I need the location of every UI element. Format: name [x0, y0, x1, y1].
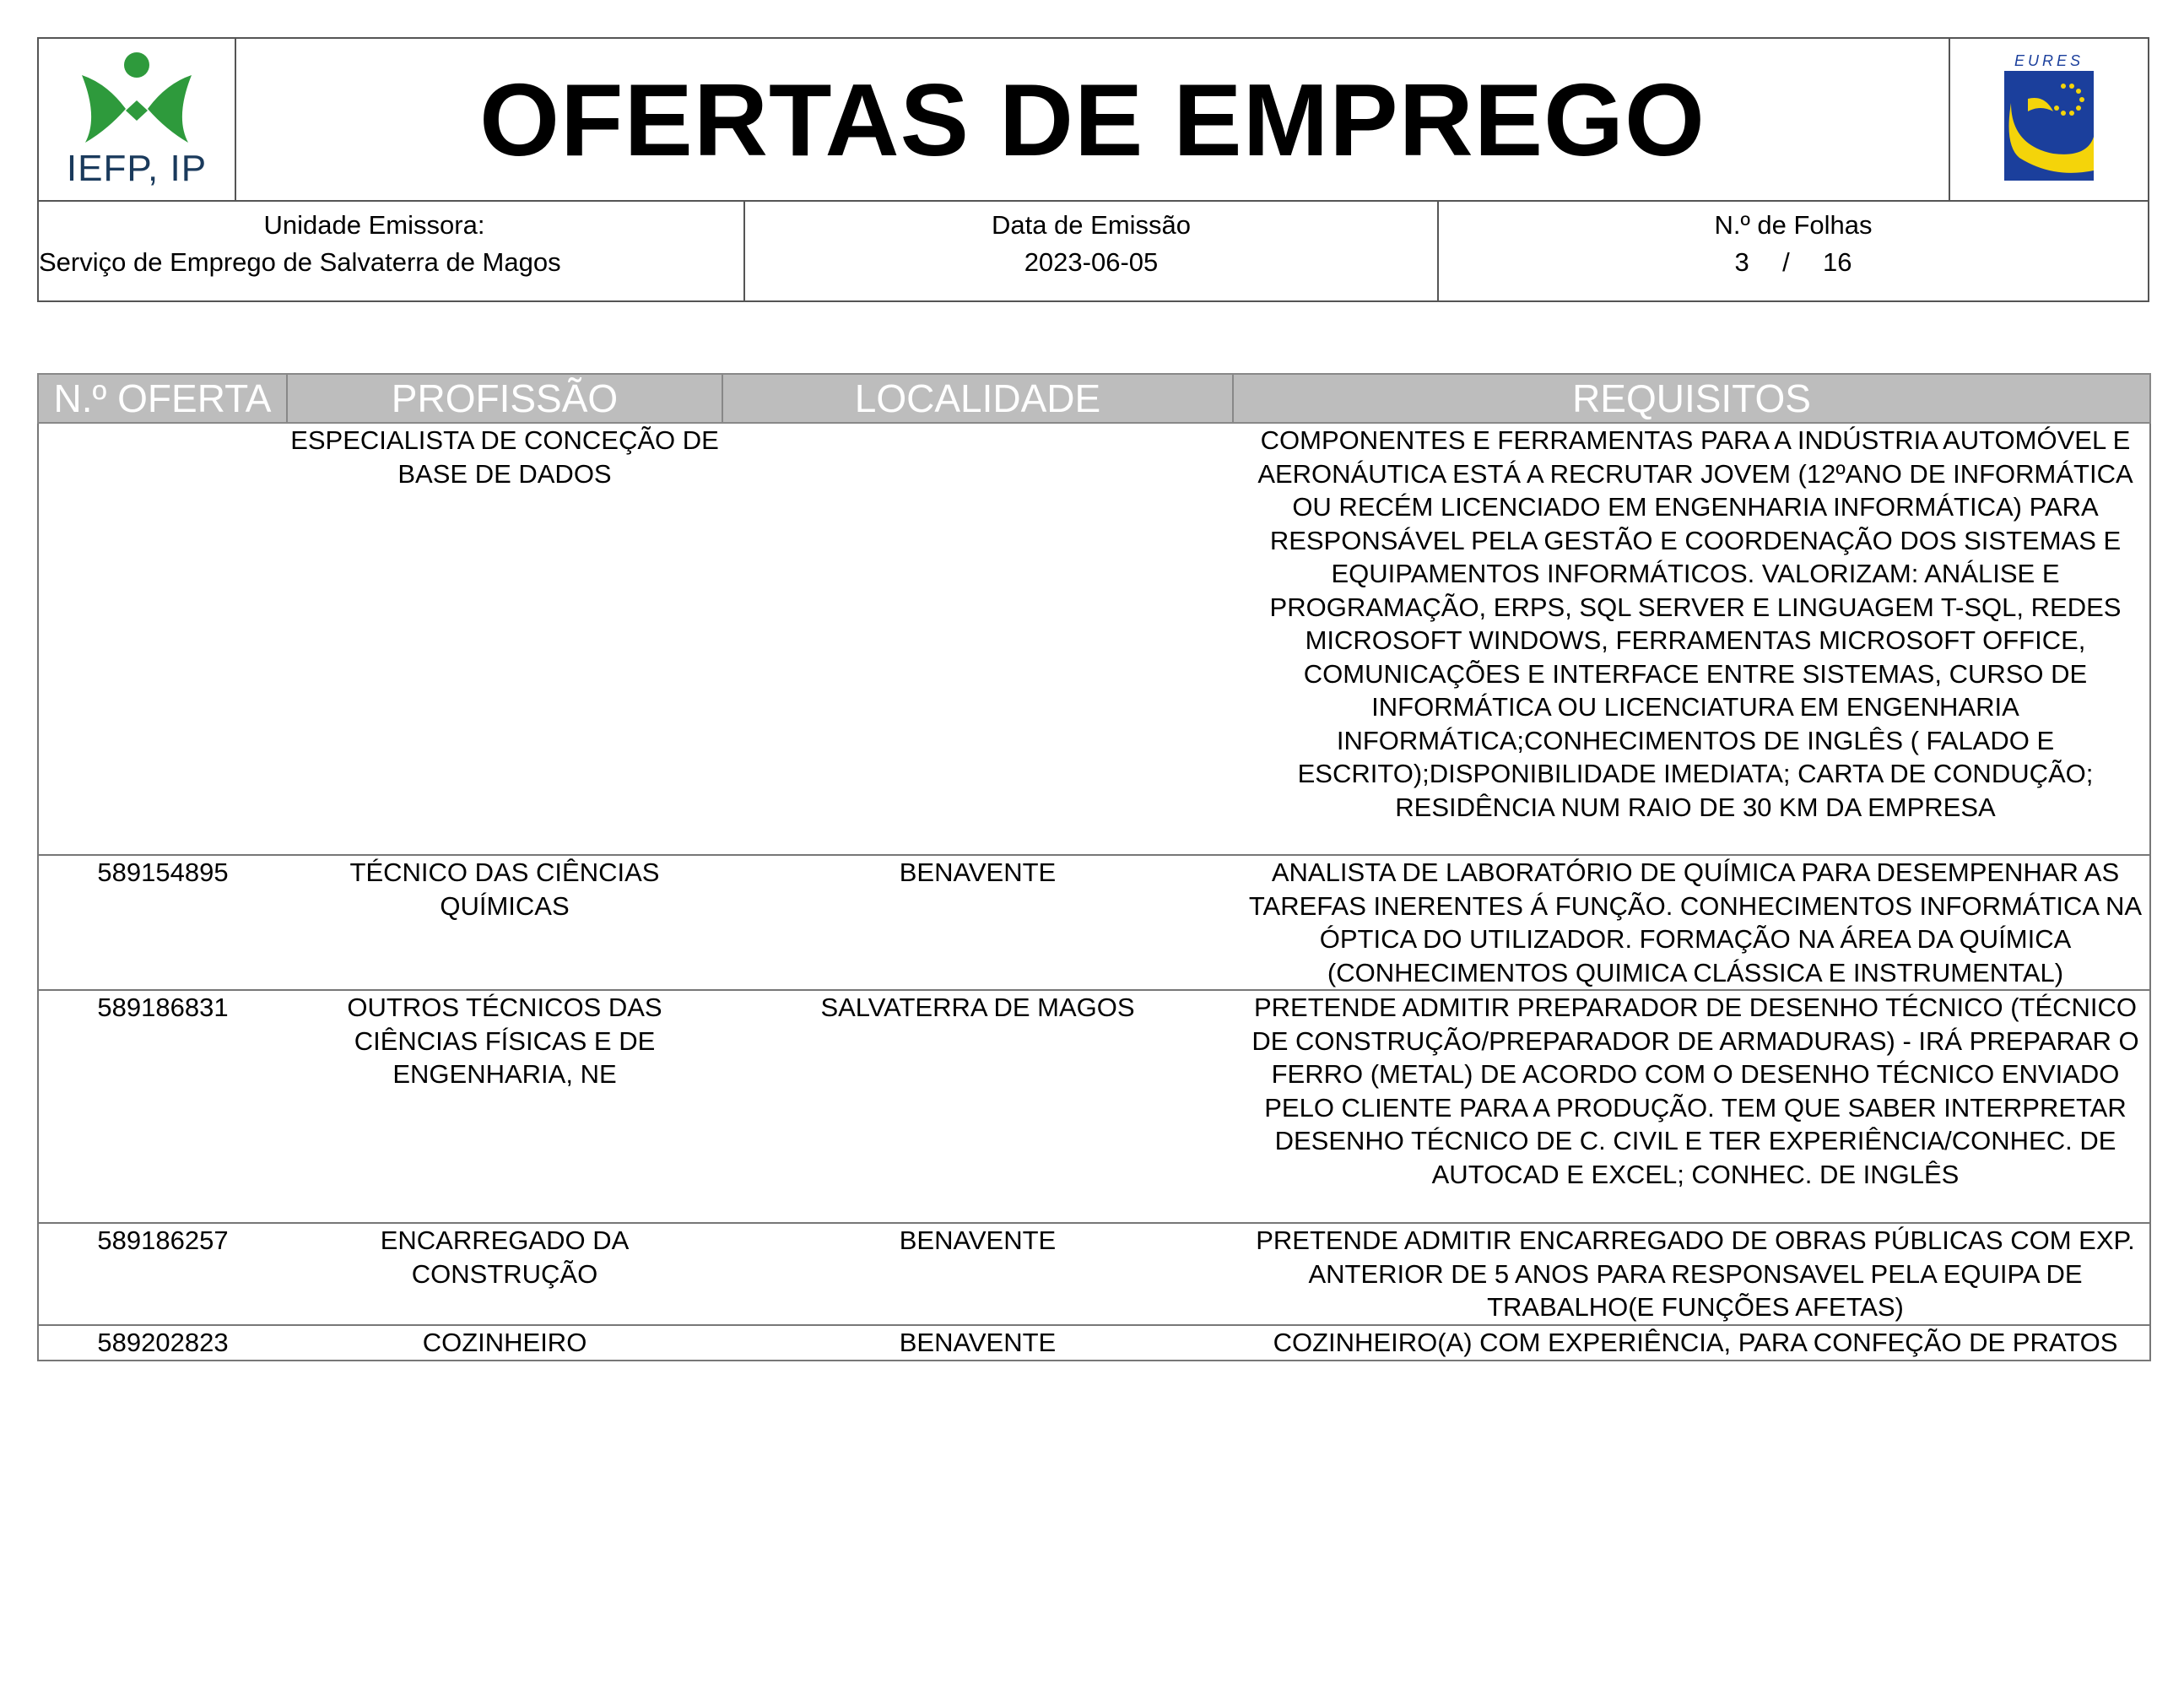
iefp-logo [39, 39, 236, 200]
cell-localidade: BENAVENTE [722, 855, 1233, 990]
cell-requisitos: PRETENDE ADMITIR PREPARADOR DE DESENHO TÉCNICO (TÉCNICO DE CONSTRUÇÃO/PREPARADOR DE ARMADURAS) - IRÁ PREPARAR O FERRO (METAL) DE ACORDO COM O DESENHO TÉCNICO ENVIADO PELO CLIENTE PARA A PRODUÇÃO. TEM QUE SABER INTERPRETAR DESENHO TÉCNICO DE C. CIVIL E TER EXPERIÊNCIA/CONHEC. DE AUTOCAD E EXCEL; CONHEC. DE INGLÊS [1233, 990, 2150, 1223]
cell-oferta [38, 423, 287, 855]
cell-localidade [722, 423, 1233, 855]
sheets-label: N.º de Folhas [1714, 210, 1873, 240]
table-row [38, 1325, 2150, 1361]
column-header-oferta: N.º OFERTA [38, 374, 287, 423]
issue-date-cell [745, 202, 1439, 300]
sheet-separator: / [1782, 247, 1790, 277]
issuing-unit-label: Unidade Emissora: [263, 210, 485, 240]
cell-requisitos: COMPONENTES E FERRAMENTAS PARA A INDÚSTRIA AUTOMÓVEL E AERONÁUTICA ESTÁ A RECRUTAR JOVEM (12ºANO DE INFORMÁTICA OU RECÉM LICENCIADO EM ENGENHARIA INFORMÁTICA) PARA RESPONSÁVEL PELA GESTÃO E COORDENAÇÃO DOS SISTEMAS E EQUIPAMENTOS INFORMÁTICOS. VALORIZAM: ANÁLISE E PROGRAMAÇÃO, ERPS, SQL SERVER E LINGUAGEM T-SQL, REDES MICROSOFT WINDOWS, FERRAMENTAS MICROSOFT OFFICE, COMUNICAÇÕES E INTERFACE ENTRE SISTEMAS, CURSO DE INFORMÁTICA OU LICENCIATURA EM ENGENHARIA INFORMÁTICA;CONHECIMENTOS DE INGLÊS ( FALADO E ESCRITO);DISPONIBILIDADE IMEDIATA; CARTA DE CONDUÇÃO; RESIDÊNCIA NUM RAIO DE 30 KM DA EMPRESA [1233, 423, 2150, 855]
page-title: OFERTAS DE EMPREGO [479, 62, 1706, 177]
cell-profissao: ESPECIALISTA DE CONCEÇÃO DE BASE DE DADOS [287, 423, 722, 855]
issuing-unit-value: Serviço de Emprego de Salvaterra de Magos [39, 247, 561, 277]
issuing-unit-cell [39, 202, 745, 300]
total-sheets: 16 [1823, 247, 1852, 277]
cell-requisitos: COZINHEIRO(A) COM EXPERIÊNCIA, PARA CONFEÇÃO DE PRATOS [1233, 1325, 2150, 1361]
column-header-profissao: PROFISSÃO [287, 374, 722, 423]
cell-requisitos: ANALISTA DE LABORATÓRIO DE QUÍMICA PARA DESEMPENHAR AS TAREFAS INERENTES Á FUNÇÃO. CONHECIMENTOS INFORMÁTICA NA ÓPTICA DO UTILIZADOR. FORMAÇÃO NA ÁREA DA QUÍMICA (CONHECIMENTOS QUIMICA CLÁSSICA E INSTRUMENTAL) [1233, 855, 2150, 990]
title-cell [236, 39, 1949, 200]
column-header-requisitos: REQUISITOS [1233, 374, 2150, 423]
cell-localidade: SALVATERRA DE MAGOS [722, 990, 1233, 1223]
eures-logo-icon [1994, 52, 2104, 187]
cell-profissao: TÉCNICO DAS CIÊNCIAS QUÍMICAS [287, 855, 722, 990]
sheets-value [1439, 244, 2148, 281]
header-top-row [39, 39, 2148, 202]
iefp-logo-icon [73, 50, 200, 151]
iefp-logo-text: IEFP, IP [66, 147, 208, 189]
cell-oferta: 589186257 [38, 1223, 287, 1325]
cell-localidade: BENAVENTE [722, 1223, 1233, 1325]
table-row [38, 1223, 2150, 1325]
document-header [37, 37, 2149, 302]
column-header-localidade: LOCALIDADE [722, 374, 1233, 423]
header-info-row [39, 202, 2148, 300]
table-header-row [38, 374, 2150, 423]
table-row [38, 855, 2150, 990]
eures-logo [1949, 39, 2148, 200]
issue-date-label: Data de Emissão [991, 210, 1192, 240]
cell-oferta: 589186831 [38, 990, 287, 1223]
cell-profissao: COZINHEIRO [287, 1325, 722, 1361]
current-sheet: 3 [1734, 247, 1749, 277]
sheets-cell [1439, 202, 2148, 300]
cell-profissao: OUTROS TÉCNICOS DAS CIÊNCIAS FÍSICAS E DE ENGENHARIA, NE [287, 990, 722, 1223]
cell-oferta: 589202823 [38, 1325, 287, 1361]
table-row [38, 423, 2150, 855]
table-row [38, 990, 2150, 1223]
job-offers-table [37, 373, 2151, 1361]
cell-oferta: 589154895 [38, 855, 287, 990]
cell-requisitos: PRETENDE ADMITIR ENCARREGADO DE OBRAS PÚBLICAS COM EXP. ANTERIOR DE 5 ANOS PARA RESPONSAVEL PELA EQUIPA DE TRABALHO(E FUNÇÕES AFETAS) [1233, 1223, 2150, 1325]
cell-profissao: ENCARREGADO DA CONSTRUÇÃO [287, 1223, 722, 1325]
eures-logo-text: EURES [2014, 51, 2084, 69]
cell-localidade: BENAVENTE [722, 1325, 1233, 1361]
issue-date-value: 2023-06-05 [1024, 247, 1159, 277]
